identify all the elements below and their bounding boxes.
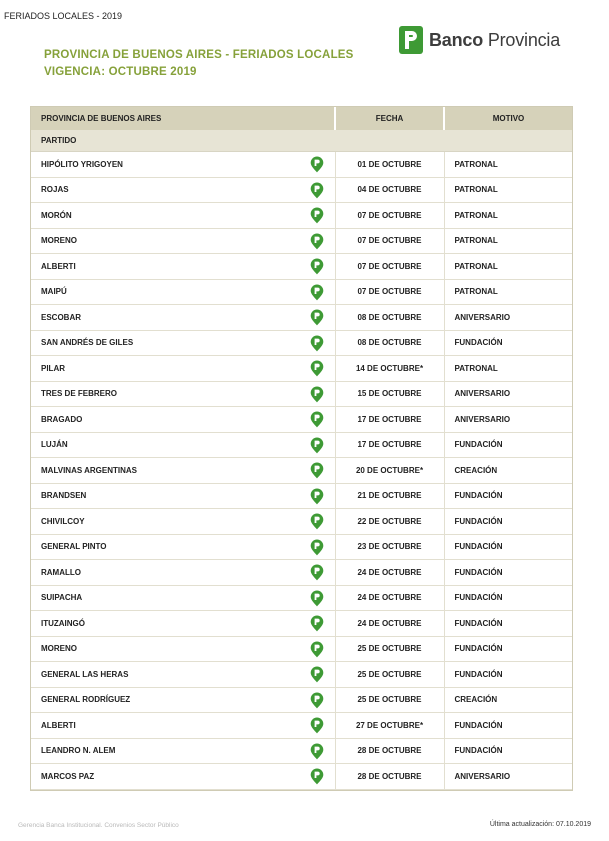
page-subtitle: VIGENCIA: OCTUBRE 2019 [44,66,197,78]
fecha-cell: 22 DE OCTUBRE [335,509,444,535]
table-row [31,356,572,382]
table-row [31,483,572,509]
location-pin-icon [310,743,324,760]
motivo-cell: FUNDACIÓN [444,738,572,764]
partido-cell [31,458,335,484]
partido-cell [31,687,335,713]
bank-name-rest: Provincia [483,29,561,50]
motivo-cell: CREACIÓN [444,687,572,713]
motivo-cell: PATRONAL [444,356,572,382]
table-row [31,509,572,535]
motivo-cell: FUNDACIÓN [444,534,572,560]
page-title: PROVINCIA DE BUENOS AIRES - FERIADOS LOCALES [44,49,354,61]
fecha-cell: 24 DE OCTUBRE [335,611,444,637]
column-header-province: PROVINCIA DE BUENOS AIRES [31,107,335,130]
partido-name: BRANDSEN [41,491,87,501]
table-row [31,662,572,688]
partido-cell [31,407,335,433]
motivo-cell: ANIVERSARIO [444,305,572,331]
table-row [31,228,572,254]
location-pin-icon [310,488,324,505]
subheader-partido: PARTIDO [31,130,572,152]
fecha-cell: 21 DE OCTUBRE [335,483,444,509]
table-row [31,279,572,305]
table-row [31,203,572,229]
partido-cell [31,764,335,790]
motivo-cell: ANIVERSARIO [444,381,572,407]
table-row [31,764,572,790]
location-pin-icon [310,462,324,479]
location-pin-icon [310,641,324,658]
partido-name: RAMALLO [41,567,81,577]
partido-name: HIPÓLITO YRIGOYEN [41,159,123,169]
footer-department: Gerencia Banca Institucional. Convenios Sector Público [18,822,179,829]
location-pin-icon [310,386,324,403]
partido-cell [31,636,335,662]
partido-cell [31,203,335,229]
partido-name: SUIPACHA [41,593,83,603]
partido-name: GENERAL LAS HERAS [41,669,129,679]
partido-cell [31,432,335,458]
partido-name: MAIPÚ [41,287,67,297]
table-row [31,152,572,178]
motivo-cell: FUNDACIÓN [444,330,572,356]
partido-name: SAN ANDRÉS DE GILES [41,338,134,348]
footer-last-updated: Última actualización: 07.10.2019 [489,821,591,828]
partido-name: MORÓN [41,210,72,220]
location-pin-icon [310,207,324,224]
partido-name: MORENO [41,236,77,246]
location-pin-icon [310,768,324,785]
fecha-cell: 24 DE OCTUBRE [335,560,444,586]
banco-provincia-logo-icon [399,26,423,54]
partido-cell [31,177,335,203]
motivo-cell: PATRONAL [444,228,572,254]
table-row [31,560,572,586]
partido-cell [31,585,335,611]
partido-cell [31,534,335,560]
table-header-row [31,107,572,130]
partido-name: MORENO [41,644,77,654]
partido-cell [31,152,335,178]
fecha-cell: 25 DE OCTUBRE [335,636,444,662]
table-row [31,305,572,331]
bank-name-bold: Banco [429,29,484,50]
partido-name: ALBERTI [41,261,76,271]
motivo-cell: PATRONAL [444,254,572,280]
motivo-cell: FUNDACIÓN [444,585,572,611]
partido-name: GENERAL PINTO [41,542,107,552]
motivo-cell: PATRONAL [444,203,572,229]
fecha-cell: 28 DE OCTUBRE [335,764,444,790]
motivo-cell: FUNDACIÓN [444,611,572,637]
table-row [31,713,572,739]
location-pin-icon [310,182,324,199]
partido-cell [31,483,335,509]
fecha-cell: 17 DE OCTUBRE [335,432,444,458]
location-pin-icon [310,233,324,250]
location-pin-icon [310,284,324,301]
table-body [31,130,572,789]
fecha-cell: 15 DE OCTUBRE [335,381,444,407]
partido-name: PILAR [41,363,65,373]
fecha-cell: 07 DE OCTUBRE [335,254,444,280]
partido-cell [31,254,335,280]
table-row [31,738,572,764]
partido-cell [31,713,335,739]
motivo-cell: PATRONAL [444,152,572,178]
partido-name: ESCOBAR [41,312,82,322]
partido-name: MALVINAS ARGENTINAS [41,465,137,475]
motivo-cell: FUNDACIÓN [444,713,572,739]
location-pin-icon [310,360,324,377]
table-row [31,381,572,407]
partido-name: ITUZAINGÓ [41,618,85,628]
location-pin-icon [310,590,324,607]
fecha-cell: 08 DE OCTUBRE [335,330,444,356]
partido-name: ALBERTI [41,720,76,730]
table-subheader-row [31,130,572,152]
location-pin-icon [310,692,324,709]
table-row [31,611,572,637]
partido-cell [31,381,335,407]
partido-name: LUJÁN [41,440,68,450]
motivo-cell: CREACIÓN [444,458,572,484]
fecha-cell: 25 DE OCTUBRE [335,687,444,713]
partido-name: TRES DE FEBRERO [41,389,118,399]
partido-name: ROJAS [41,185,69,195]
location-pin-icon [310,717,324,734]
column-header-date: FECHA [335,107,444,130]
holidays-table-container [30,106,573,791]
table-row [31,407,572,433]
partido-cell [31,560,335,586]
bank-logo [399,26,560,54]
document-header-label: FERIADOS LOCALES - 2019 [4,11,123,21]
partido-cell [31,279,335,305]
location-pin-icon [310,156,324,173]
fecha-cell: 14 DE OCTUBRE* [335,356,444,382]
table-row [31,534,572,560]
table-row [31,177,572,203]
motivo-cell: ANIVERSARIO [444,764,572,790]
partido-cell [31,228,335,254]
location-pin-icon [310,666,324,683]
column-header-reason: MOTIVO [444,107,572,130]
fecha-cell: 07 DE OCTUBRE [335,203,444,229]
fecha-cell: 01 DE OCTUBRE [335,152,444,178]
motivo-cell: ANIVERSARIO [444,407,572,433]
motivo-cell: FUNDACIÓN [444,432,572,458]
partido-name: GENERAL RODRÍGUEZ [41,695,131,705]
location-pin-icon [310,437,324,454]
partido-cell [31,662,335,688]
table-row [31,687,572,713]
location-pin-icon [310,539,324,556]
partido-cell [31,509,335,535]
fecha-cell: 23 DE OCTUBRE [335,534,444,560]
motivo-cell: FUNDACIÓN [444,509,572,535]
fecha-cell: 07 DE OCTUBRE [335,228,444,254]
partido-name: CHIVILCOY [41,516,85,526]
holidays-table [31,107,572,790]
fecha-cell: 25 DE OCTUBRE [335,662,444,688]
partido-cell [31,305,335,331]
table-row [31,458,572,484]
table-row [31,254,572,280]
partido-name: BRAGADO [41,414,83,424]
table-row [31,330,572,356]
fecha-cell: 20 DE OCTUBRE* [335,458,444,484]
partido-name: MARCOS PAZ [41,771,95,781]
bank-name [429,30,560,51]
location-pin-icon [310,564,324,581]
table-row [31,636,572,662]
partido-name: LEANDRO N. ALEM [41,746,116,756]
table-row [31,432,572,458]
fecha-cell: 04 DE OCTUBRE [335,177,444,203]
partido-cell [31,330,335,356]
partido-cell [31,611,335,637]
partido-cell [31,356,335,382]
fecha-cell: 17 DE OCTUBRE [335,407,444,433]
fecha-cell: 28 DE OCTUBRE [335,738,444,764]
location-pin-icon [310,411,324,428]
motivo-cell: PATRONAL [444,279,572,305]
location-pin-icon [310,335,324,352]
table-row [31,585,572,611]
motivo-cell: FUNDACIÓN [444,560,572,586]
fecha-cell: 27 DE OCTUBRE* [335,713,444,739]
motivo-cell: FUNDACIÓN [444,636,572,662]
fecha-cell: 24 DE OCTUBRE [335,585,444,611]
location-pin-icon [310,258,324,275]
location-pin-icon [310,309,324,326]
motivo-cell: FUNDACIÓN [444,662,572,688]
partido-cell [31,738,335,764]
location-pin-icon [310,615,324,632]
location-pin-icon [310,513,324,530]
fecha-cell: 08 DE OCTUBRE [335,305,444,331]
motivo-cell: FUNDACIÓN [444,483,572,509]
fecha-cell: 07 DE OCTUBRE [335,279,444,305]
motivo-cell: PATRONAL [444,177,572,203]
